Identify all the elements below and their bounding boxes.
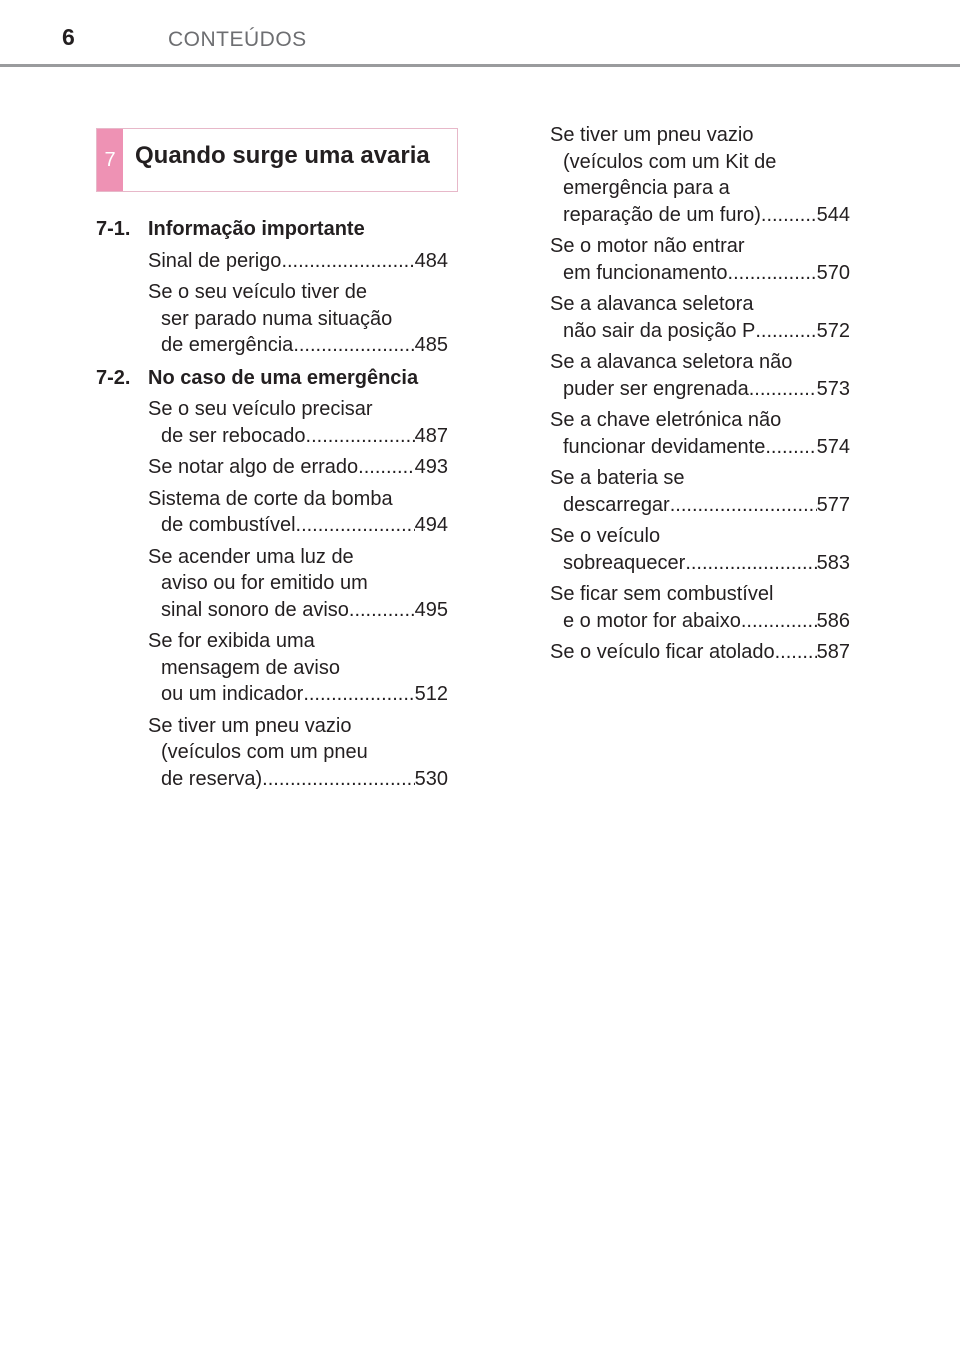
toc-entry[interactable] <box>148 486 448 539</box>
subsection-title: Informação importante <box>148 218 365 240</box>
toc-page-number: 530 <box>414 767 448 790</box>
toc-page-number: 512 <box>414 683 448 705</box>
toc-entry-text: Se ficar sem combustível <box>550 583 774 605</box>
toc-entry-list <box>96 396 448 792</box>
toc-entry-text: Sinal de perigo <box>148 249 282 272</box>
toc-page-number: 484 <box>414 249 448 272</box>
toc-entry-text: aviso ou for emitido um <box>161 572 368 594</box>
toc-entry-text: Se o veículo <box>550 525 661 547</box>
toc-page-number: 495 <box>414 598 448 621</box>
toc-right-column <box>550 122 850 671</box>
toc-entry-text: e o motor for abaixo <box>563 609 741 632</box>
toc-entry-text: puder ser engrenada <box>563 377 749 400</box>
toc-entry-text: Sistema de corte da bomba <box>148 487 393 510</box>
toc-entry-list <box>96 248 448 359</box>
toc-entry-text: Se a alavanca seletora <box>550 293 754 315</box>
toc-entry-text: de emergência <box>161 334 294 356</box>
toc-page-number: 577 <box>816 493 850 516</box>
toc-entry-text: não sair da posição P <box>563 319 756 342</box>
dot-leader <box>685 550 816 577</box>
toc-entry[interactable] <box>550 233 850 286</box>
toc-entry-text: Se o motor não entrar <box>550 235 745 257</box>
toc-entry[interactable] <box>550 291 850 344</box>
toc-entry-last-line <box>148 248 448 275</box>
dot-leader <box>262 766 414 793</box>
toc-entry-text: ou um indicador <box>161 683 304 705</box>
subsection-heading[interactable] <box>96 216 448 243</box>
toc-entry-last-line <box>148 597 448 624</box>
header-divider <box>0 64 960 67</box>
toc-entry[interactable] <box>148 544 448 624</box>
toc-entry[interactable] <box>148 396 448 449</box>
toc-entry-text: de ser rebocado <box>161 424 306 447</box>
subsection-number: 7-2. <box>96 366 131 389</box>
toc-entry-last-line <box>148 454 448 481</box>
toc-entry-text: Se acender uma luz de <box>148 545 354 568</box>
toc-entry[interactable] <box>148 248 448 275</box>
toc-entry-text: Se notar algo de errado <box>148 456 359 478</box>
dot-leader <box>755 318 816 345</box>
toc-entry-last-line <box>550 608 850 635</box>
subsection-heading[interactable] <box>96 365 448 392</box>
toc-entry-text: em funcionamento <box>563 261 728 284</box>
dot-leader <box>728 260 817 287</box>
dot-leader <box>775 639 817 666</box>
toc-entry-text: de combustível <box>161 514 296 536</box>
toc-entry-last-line <box>550 639 850 666</box>
toc-entry[interactable] <box>550 523 850 576</box>
toc-entry[interactable] <box>148 454 448 481</box>
subsection-title: No caso de uma emergência <box>148 366 419 389</box>
toc-entry-text: mensagem de aviso <box>161 656 340 679</box>
toc-entry-last-line <box>550 434 850 461</box>
toc-entry-text: Se for exibida uma <box>148 630 315 652</box>
toc-entry[interactable] <box>550 349 850 402</box>
toc-entry-text: Se a chave eletrónica não <box>550 409 782 431</box>
toc-entry[interactable] <box>148 713 448 793</box>
toc-page-number: 574 <box>816 435 850 458</box>
toc-page-number: 572 <box>816 319 850 342</box>
toc-entry[interactable] <box>550 581 850 634</box>
dot-leader <box>761 202 817 229</box>
dot-leader <box>741 608 817 635</box>
toc-entry-text: emergência para a <box>563 177 730 199</box>
toc-page-number: 587 <box>816 641 850 663</box>
toc-page-number: 494 <box>414 514 448 536</box>
toc-entry-last-line <box>148 423 448 450</box>
toc-page-number: 573 <box>816 377 850 400</box>
toc-entry-text: reparação de um furo) <box>563 203 761 226</box>
section-title: Quando surge uma avaria <box>135 142 430 169</box>
toc-entry-text: funcionar devidamente <box>563 435 766 458</box>
toc-entry-last-line <box>148 766 448 793</box>
toc-entry-last-line <box>550 318 850 345</box>
dot-leader <box>293 332 414 359</box>
toc-page-number: 586 <box>816 609 850 632</box>
toc-entry-text: Se a bateria se <box>550 467 685 489</box>
section-heading-box <box>96 128 458 192</box>
toc-entry-last-line <box>148 332 448 359</box>
toc-entry-text: Se tiver um pneu vazio <box>148 714 352 737</box>
toc-page-number: 583 <box>816 551 850 574</box>
toc-entry-text: (veículos com um Kit de <box>563 150 777 173</box>
toc-entry-last-line <box>550 376 850 403</box>
section-number-tab: 7 <box>97 129 123 191</box>
dot-leader <box>306 423 415 450</box>
dot-leader <box>349 597 415 624</box>
toc-entry-text: Se o seu veículo precisar <box>148 398 373 420</box>
dot-leader <box>296 512 415 539</box>
toc-entry[interactable] <box>550 465 850 518</box>
toc-entry-text: Se a alavanca seletora não <box>550 351 793 373</box>
toc-entry-last-line <box>550 492 850 519</box>
dot-leader <box>765 434 816 461</box>
toc-entry-text: sobreaquecer <box>563 551 686 574</box>
toc-entry-last-line <box>148 681 448 708</box>
toc-entry-text: Se o veículo ficar atolado <box>550 641 775 663</box>
toc-entry-text: ser parado numa situação <box>161 307 393 330</box>
toc-entry[interactable] <box>550 639 850 666</box>
toc-entry-text: descarregar <box>563 493 670 516</box>
toc-entry-text: de reserva) <box>161 767 263 790</box>
header-title: CONTEÚDOS <box>168 28 307 51</box>
toc-page-number: 493 <box>414 456 448 478</box>
toc-page-number: 485 <box>414 334 448 356</box>
toc-entry-text: Se o seu veículo tiver de <box>148 281 368 303</box>
page-number: 6 <box>62 24 75 50</box>
dot-leader <box>281 248 414 275</box>
toc-entry[interactable] <box>550 122 850 228</box>
toc-entry-last-line <box>148 512 448 539</box>
toc-page-number: 487 <box>414 424 448 447</box>
toc-page-number: 570 <box>816 261 850 284</box>
toc-entry-last-line <box>550 202 850 229</box>
page-header <box>0 0 960 68</box>
dot-leader <box>749 376 817 403</box>
toc-left-column <box>96 216 448 798</box>
toc-entry-text: (veículos com um pneu <box>161 741 368 763</box>
toc-entry[interactable] <box>550 407 850 460</box>
toc-entry-text: sinal sonoro de aviso <box>161 598 349 621</box>
subsection-number: 7-1. <box>96 218 131 240</box>
toc-entry-text: Se tiver um pneu vazio <box>550 124 754 146</box>
dot-leader <box>670 492 817 519</box>
dot-leader <box>303 681 414 708</box>
toc-entry-last-line <box>550 550 850 577</box>
toc-entry-last-line <box>550 260 850 287</box>
toc-entry[interactable] <box>148 628 448 708</box>
dot-leader <box>358 454 414 481</box>
toc-page-number: 544 <box>816 203 850 226</box>
toc-entry[interactable] <box>148 279 448 359</box>
